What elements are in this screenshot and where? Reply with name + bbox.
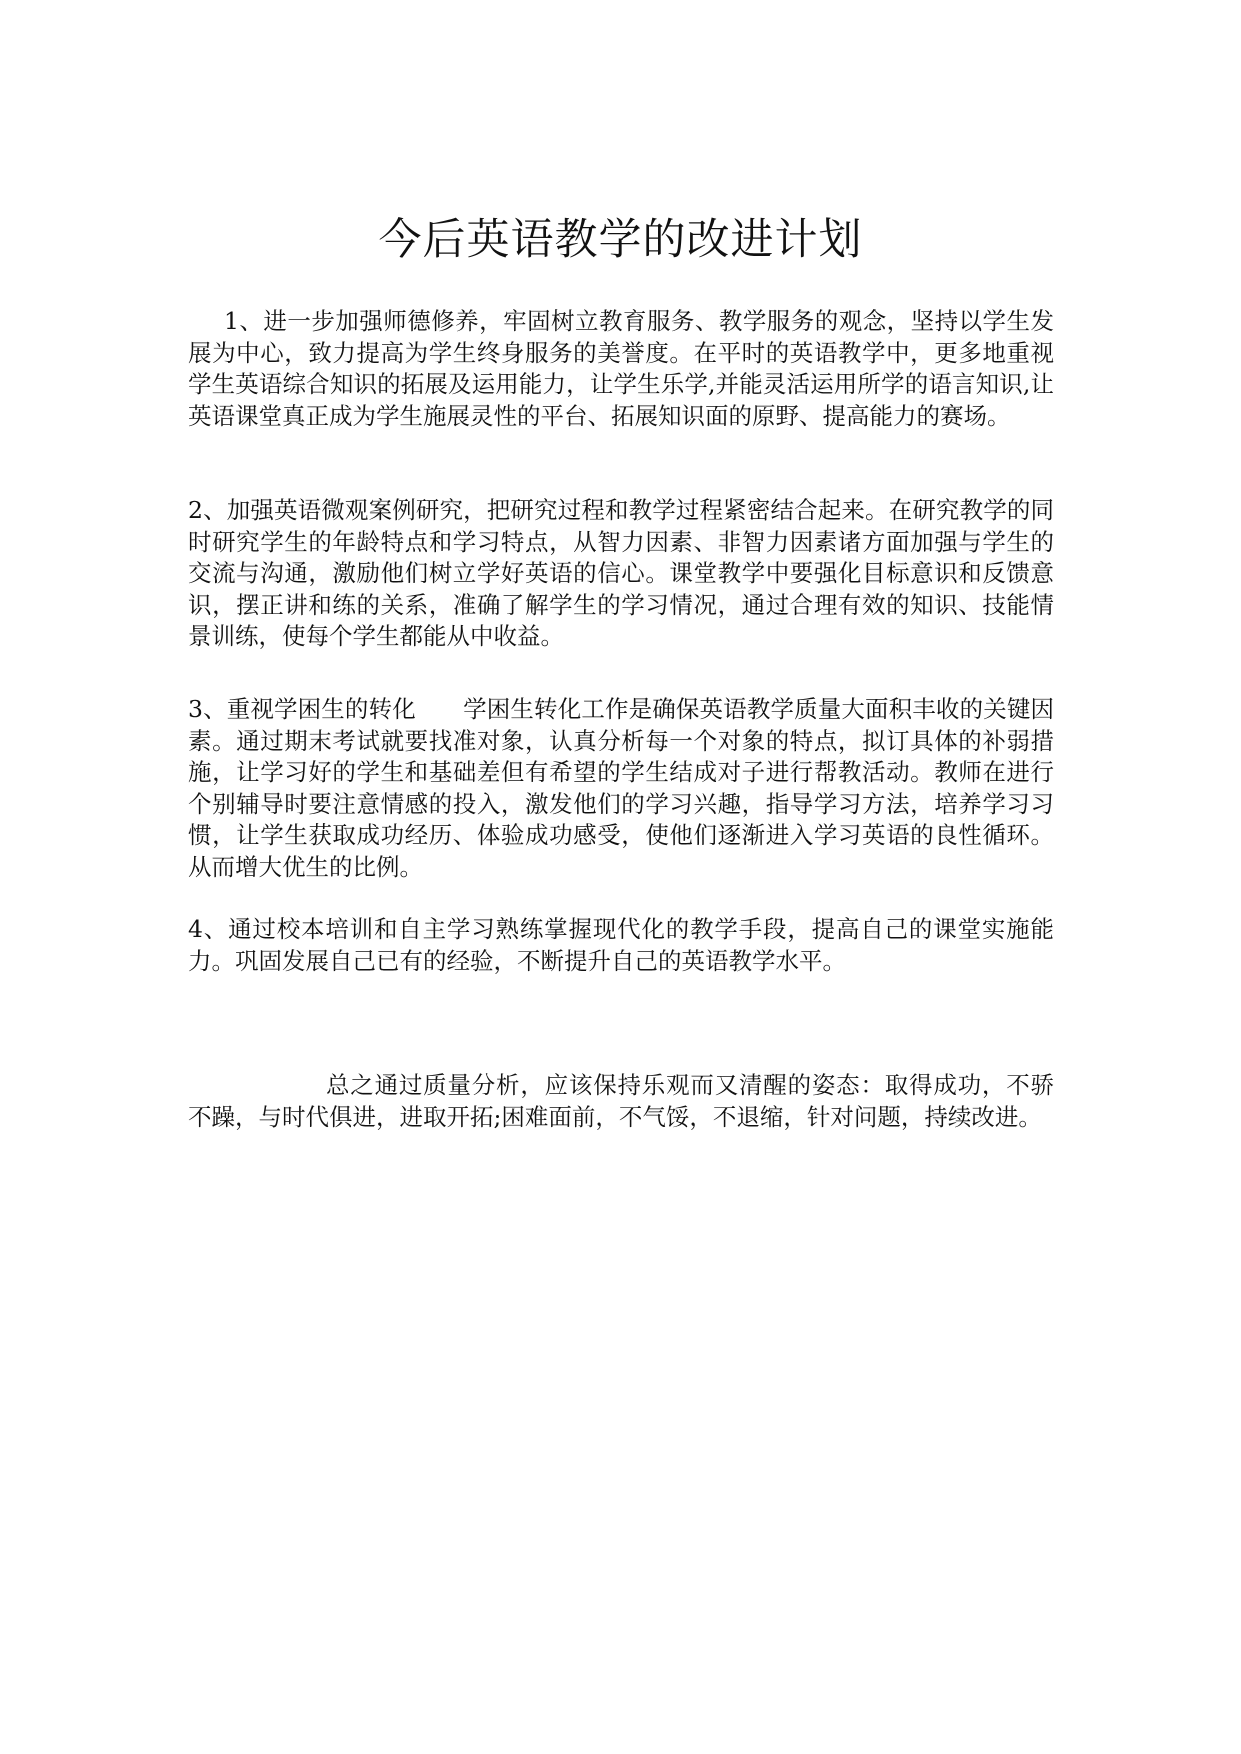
conclusion-paragraph: 总之通过质量分析，应该保持乐观而又清醒的姿态：取得成功，不骄不躁，与时代俱进，进取开拓;困难面前，不气馁，不退缩，针对问题，持续改进。 — [188, 1071, 1054, 1131]
paragraph-1: 1、进一步加强师德修养，牢固树立教育服务、教学服务的观念，坚持以学生发展为中心，致力提高为学生终身服务的美誉度。在平时的英语教学中，更多地重视学生英语综合知识的拓展及运用能力，让学生乐学,并能灵活运用所学的语言知识,让英语课堂真正成为学生施展灵性的平台、拓展知识面的原野、提高能力的赛场。 — [188, 307, 1054, 430]
document-title: 今后英语教学的改进计划 — [378, 215, 863, 265]
paragraph-4: 4、通过校本培训和自主学习熟练掌握现代化的教学手段，提高自己的课堂实施能力。巩固发展自己已有的经验，不断提升自己的英语教学水平。 — [188, 915, 1054, 975]
paragraph-2: 2、加强英语微观案例研究，把研究过程和教学过程紧密结合起来。在研究教学的同时研究学生的年龄特点和学习特点，从智力因素、非智力因素诸方面加强与学生的交流与沟通，激励他们树立学好英语的信心。课堂教学中要强化目标意识和反馈意识，摆正讲和练的关系，准确了解学生的学习情况，通过合理有效的知识、技能情景训练，使每个学生都能从中收益。 — [188, 496, 1054, 650]
paragraph-3: 3、重视学困生的转化 学困生转化工作是确保英语教学质量大面积丰收的关键因素。通过期末考试就要找准对象，认真分析每一个对象的特点，拟订具体的补弱措施，让学习好的学生和基础差但有希望的学生结成对子进行帮教活动。教师在进行个别辅导时要注意情感的投入，激发他们的学习兴趣，指导学习方法，培养学习习惯，让学生获取成功经历、体验成功感受，使他们逐渐进入学习英语的良性循环。从而增大优生的比例。 — [188, 695, 1054, 881]
